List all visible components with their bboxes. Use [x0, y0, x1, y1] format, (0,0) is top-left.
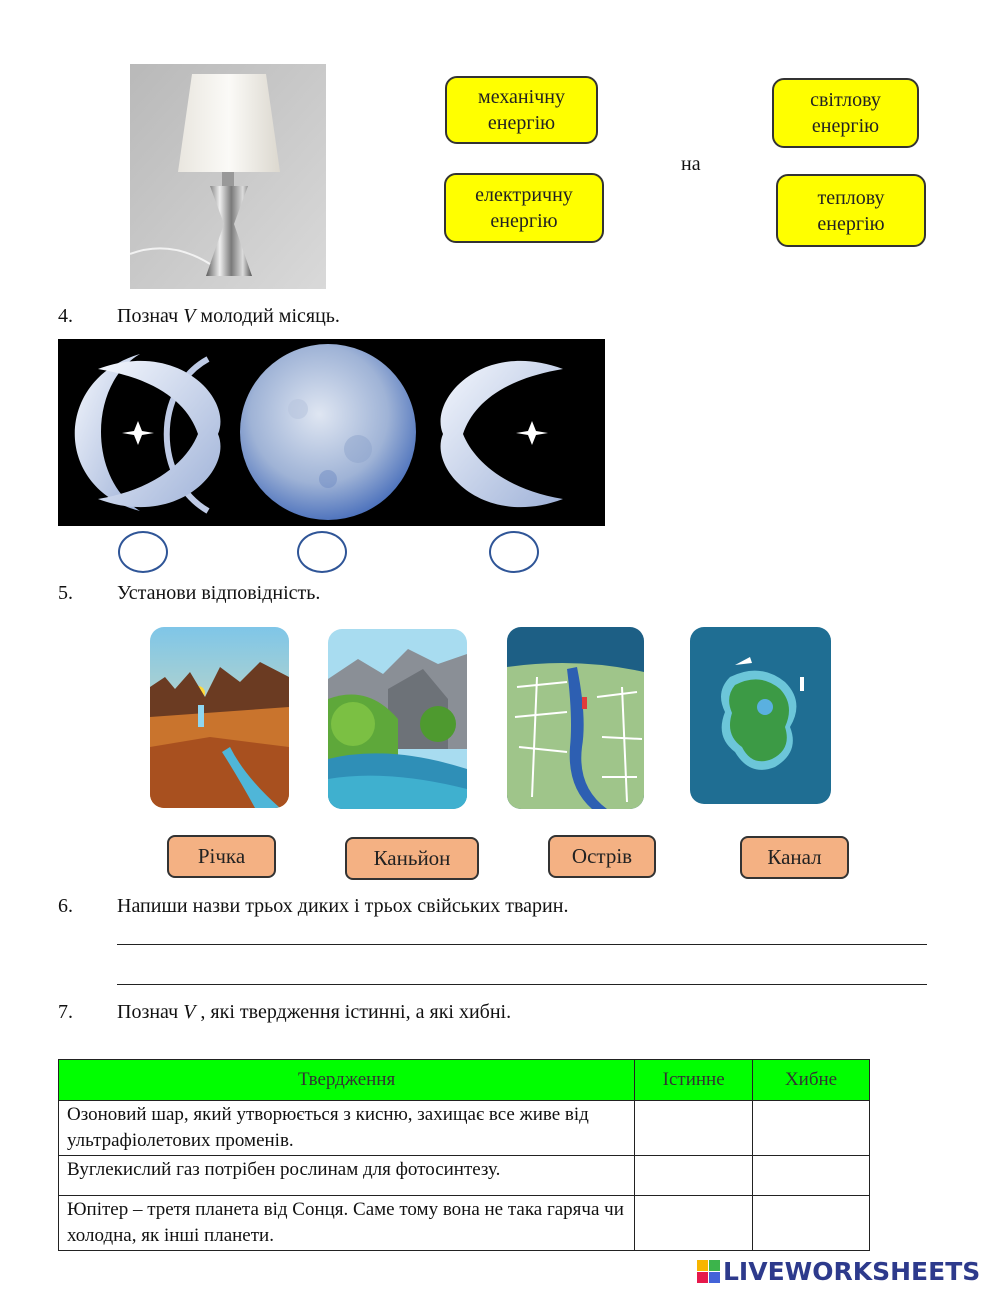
question-5-text: Установи відповідність.	[117, 582, 321, 604]
brand-name: LIVEWORKSHEETS	[723, 1257, 981, 1286]
logo-icon	[697, 1260, 720, 1283]
label-river[interactable]: Річка	[167, 835, 276, 878]
question-4-mark: V	[183, 305, 196, 327]
question-6-number: 6.	[58, 895, 73, 917]
label-canyon[interactable]: Каньйон	[345, 837, 479, 880]
connector-word: на	[681, 153, 701, 175]
header-false: Хибне	[753, 1060, 870, 1101]
label-canal[interactable]: Канал	[740, 836, 849, 879]
statement-cell: Вуглекислий газ потрібен рослинам для фотосинтезу.	[59, 1156, 635, 1196]
question-4-lead: Познач	[117, 305, 184, 327]
question-4-tail: молодий місяць.	[195, 305, 340, 327]
question-6-text: Напиши назви трьох диких і трьох свійських тварин.	[117, 895, 569, 917]
table-row	[59, 1156, 870, 1196]
lamp-image	[130, 64, 326, 289]
question-4-number: 4.	[58, 305, 73, 327]
moon-answer-circle-3[interactable]	[489, 531, 539, 573]
question-7-lead: Познач	[117, 1001, 184, 1023]
table-row	[59, 1101, 870, 1156]
answer-line-2[interactable]	[117, 984, 927, 985]
moon-answer-circle-1[interactable]	[118, 531, 168, 573]
answer-line-1[interactable]	[117, 944, 927, 945]
label-island[interactable]: Острів	[548, 835, 656, 878]
energy-option-light[interactable]: світлову енергію	[772, 78, 919, 148]
header-statement: Твердження	[59, 1060, 635, 1101]
question-7-mark: V	[183, 1001, 196, 1023]
energy-option-heat[interactable]: теплову енергію	[776, 174, 926, 247]
question-7-number: 7.	[58, 1001, 73, 1023]
statement-cell: Юпітер – третя планета від Сонця. Саме тому вона не така гаряча чи холодна, як інші планети.	[59, 1196, 635, 1251]
table-header-row	[59, 1060, 870, 1101]
header-true: Істинне	[635, 1060, 753, 1101]
true-answer-cell[interactable]	[635, 1196, 753, 1251]
canyon-picture	[150, 627, 289, 808]
false-answer-cell[interactable]	[753, 1156, 870, 1196]
true-answer-cell[interactable]	[635, 1156, 753, 1196]
canal-picture	[507, 627, 644, 809]
moon-answer-circle-2[interactable]	[297, 531, 347, 573]
true-false-table	[58, 1059, 870, 1251]
island-picture	[690, 627, 831, 804]
river-picture	[328, 629, 467, 809]
liveworksheets-logo	[697, 1257, 980, 1286]
energy-option-mechanical[interactable]: механічну енергію	[445, 76, 598, 144]
question-5-number: 5.	[58, 582, 73, 604]
question-7-tail: , які твердження істинні, а які хибні.	[195, 1001, 512, 1023]
moon-phases-image	[58, 339, 605, 526]
false-answer-cell[interactable]	[753, 1101, 870, 1156]
energy-option-electrical[interactable]: електричну енергію	[444, 173, 604, 243]
question-4-text	[117, 305, 340, 328]
true-answer-cell[interactable]	[635, 1101, 753, 1156]
table-row	[59, 1196, 870, 1251]
statement-cell: Озоновий шар, який утворюється з кисню, захищає все живе від ультрафіолетових променів.	[59, 1101, 635, 1156]
question-7-text	[117, 1001, 511, 1024]
false-answer-cell[interactable]	[753, 1196, 870, 1251]
